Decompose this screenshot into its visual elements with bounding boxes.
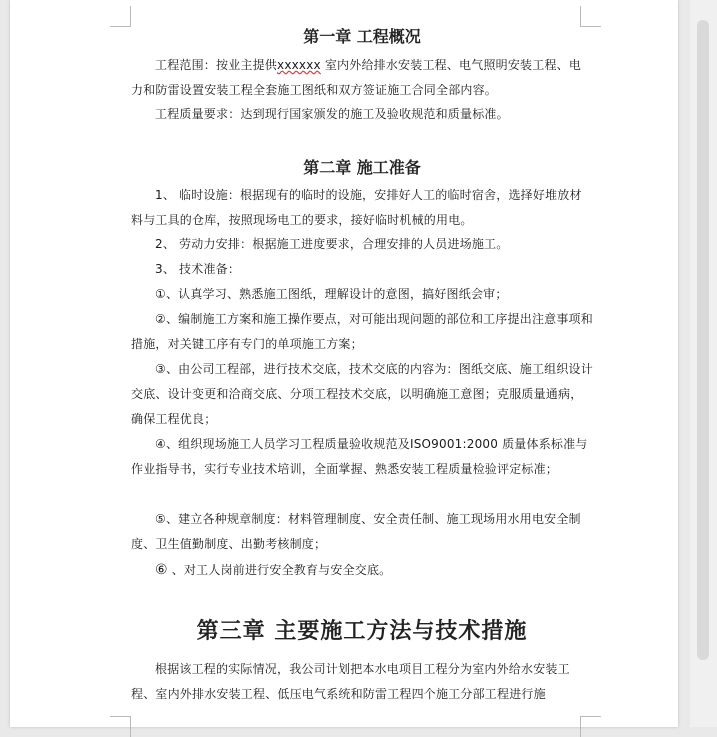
tech-prep-6-text: 、对工人岗前进行安全教育与安全交底。: [167, 563, 392, 577]
chapter-3-intro: 根据该工程的实际情况，我公司计划把本水电项目工程分为室内外给水安装工程、室内外排水安装工程、低压电气系统和防雷工程四个施工分部工程进行施: [131, 662, 570, 701]
crop-mark-top-left: [110, 6, 131, 27]
tech-prep-1: ①、认真学习、熟悉施工图纸，理解设计的意图，搞好图纸会审；: [155, 287, 508, 301]
tech-prep-3: ③、由公司工程部，进行技术交底，技术交底的内容为：图纸交底、施工组织设计交底、设计变更和洽商交底、分项工程技术交底，以明确施工意图；克服质量通病，确保工程优良；: [131, 362, 593, 426]
scope-placeholder: xxxxxx: [277, 58, 321, 72]
scope-text-b: 室内外给排水安装工程、电气照明安装工程、电力和防雷设置安装工程全套施工图纸和双方签证施工合同全部内容。: [131, 58, 582, 97]
chapter-1-scope: [131, 53, 593, 103]
circled-six: ⑥: [155, 562, 168, 578]
tech-prep-6: [131, 558, 593, 583]
tech-prep-2: ②、编制施工方案和施工操作要点，对可能出现问题的部位和工序提出注意事项和措施，对关键工序有专门的单项施工方案；: [131, 312, 593, 351]
scrollbar-thumb[interactable]: [697, 20, 709, 660]
chapter-2-title: 第二章 施工准备: [303, 158, 421, 177]
tech-prep-5: ⑤、建立各种规章制度：材料管理制度、安全责任制、施工现场用水用电安全制度、卫生值勤制度、出勤考核制度；: [131, 512, 581, 551]
vertical-scrollbar[interactable]: [690, 0, 717, 727]
chapter-2-item-1: 1、 临时设施：根据现有的临时的设施，安排好人工的临时宿舍，选择好堆放材料与工具的仓库，按照现场电工的要求，接好临时机械的用电。: [131, 188, 582, 227]
chapter-3-title: 第三章 主要施工方法与技术措施: [196, 618, 528, 644]
chapter-1-title: 第一章 工程概况: [303, 27, 421, 46]
scope-text-a: 工程范围：按业主提供: [155, 58, 278, 72]
chapter-1-quality: 工程质量要求：达到现行国家颁发的施工及验收规范和质量标准。: [155, 107, 509, 121]
chapter-2-item-3: 3、 技术准备：: [155, 262, 241, 276]
chapter-2-item-2: 2、 劳动力安排：根据施工进度要求，合理安排的人员进场施工。: [155, 237, 509, 251]
tech-prep-4: ④、组织现场施工人员学习工程质量验收规范及ISO9001:2000 质量体系标准与作业指导书，实行专业技术培训，全面掌握、熟悉安装工程质量检验评定标准；: [131, 437, 588, 476]
document-page: [10, 0, 678, 727]
